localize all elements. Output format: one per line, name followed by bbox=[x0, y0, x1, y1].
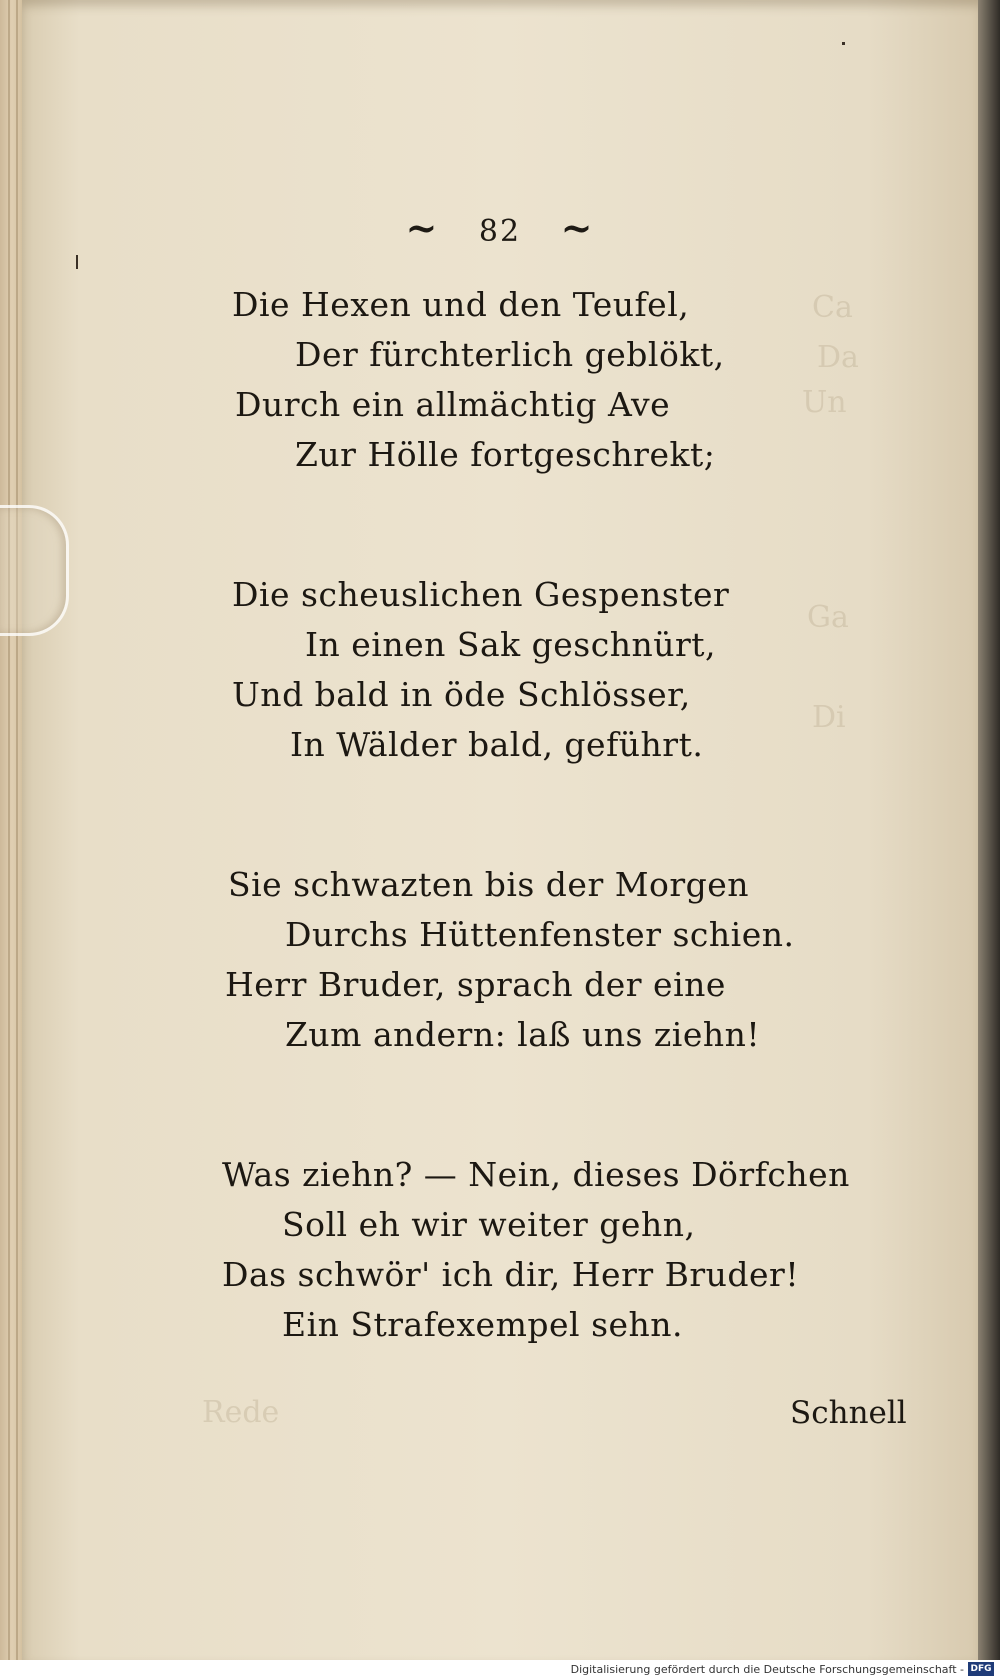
verse-line: Zur Hölle fortgeschrekt; bbox=[295, 435, 716, 474]
bleed-through: Di bbox=[812, 700, 846, 735]
dfg-logo: DFG bbox=[968, 1662, 994, 1676]
bleed-through: Ca bbox=[812, 290, 853, 325]
verse-line: Die scheuslichen Gespenster bbox=[232, 575, 730, 614]
ink-speck bbox=[842, 42, 845, 45]
funding-credit: Digitalisierung gefördert durch die Deutsche Forschungsgemeinschaft - bbox=[570, 1663, 964, 1676]
header-ornament-right: ~ bbox=[560, 205, 595, 250]
verse-line: Ein Strafexempel sehn. bbox=[282, 1305, 684, 1344]
bleed-through: Un bbox=[802, 385, 847, 420]
bleed-through: Ga bbox=[807, 600, 849, 635]
verse-line: Durchs Hüttenfenster schien. bbox=[285, 915, 795, 954]
verse-line: Das schwör' ich dir, Herr Bruder! bbox=[222, 1255, 800, 1294]
header-ornament-left: ~ bbox=[405, 205, 440, 250]
verse-line: Durch ein allmächtig Ave bbox=[235, 385, 671, 424]
page-number: 82 bbox=[478, 214, 522, 249]
bleed-through: Da bbox=[817, 340, 859, 375]
verse-line: In einen Sak geschnürt, bbox=[305, 625, 717, 664]
page-clip bbox=[0, 505, 69, 636]
verse-line: Und bald in öde Schlösser, bbox=[232, 675, 691, 714]
verse-line: Herr Bruder, sprach der eine bbox=[225, 965, 726, 1004]
verse-line: Die Hexen und den Teufel, bbox=[232, 285, 690, 324]
page-header bbox=[0, 205, 1000, 250]
verse-line: Der fürchterlich geblökt, bbox=[295, 335, 725, 374]
ink-speck bbox=[76, 255, 78, 269]
verse-line: Zum andern: laß uns ziehn! bbox=[285, 1015, 761, 1054]
verse-line: Was ziehn? — Nein, dieses Dörfchen bbox=[222, 1155, 850, 1194]
catchword: Schnell bbox=[790, 1395, 907, 1431]
verse-line: In Wälder bald, geführt. bbox=[290, 725, 704, 764]
verse-line: Sie schwazten bis der Morgen bbox=[228, 865, 750, 904]
verse-line: Soll eh wir weiter gehn, bbox=[282, 1205, 696, 1244]
bleed-through: Rede bbox=[202, 1395, 280, 1430]
